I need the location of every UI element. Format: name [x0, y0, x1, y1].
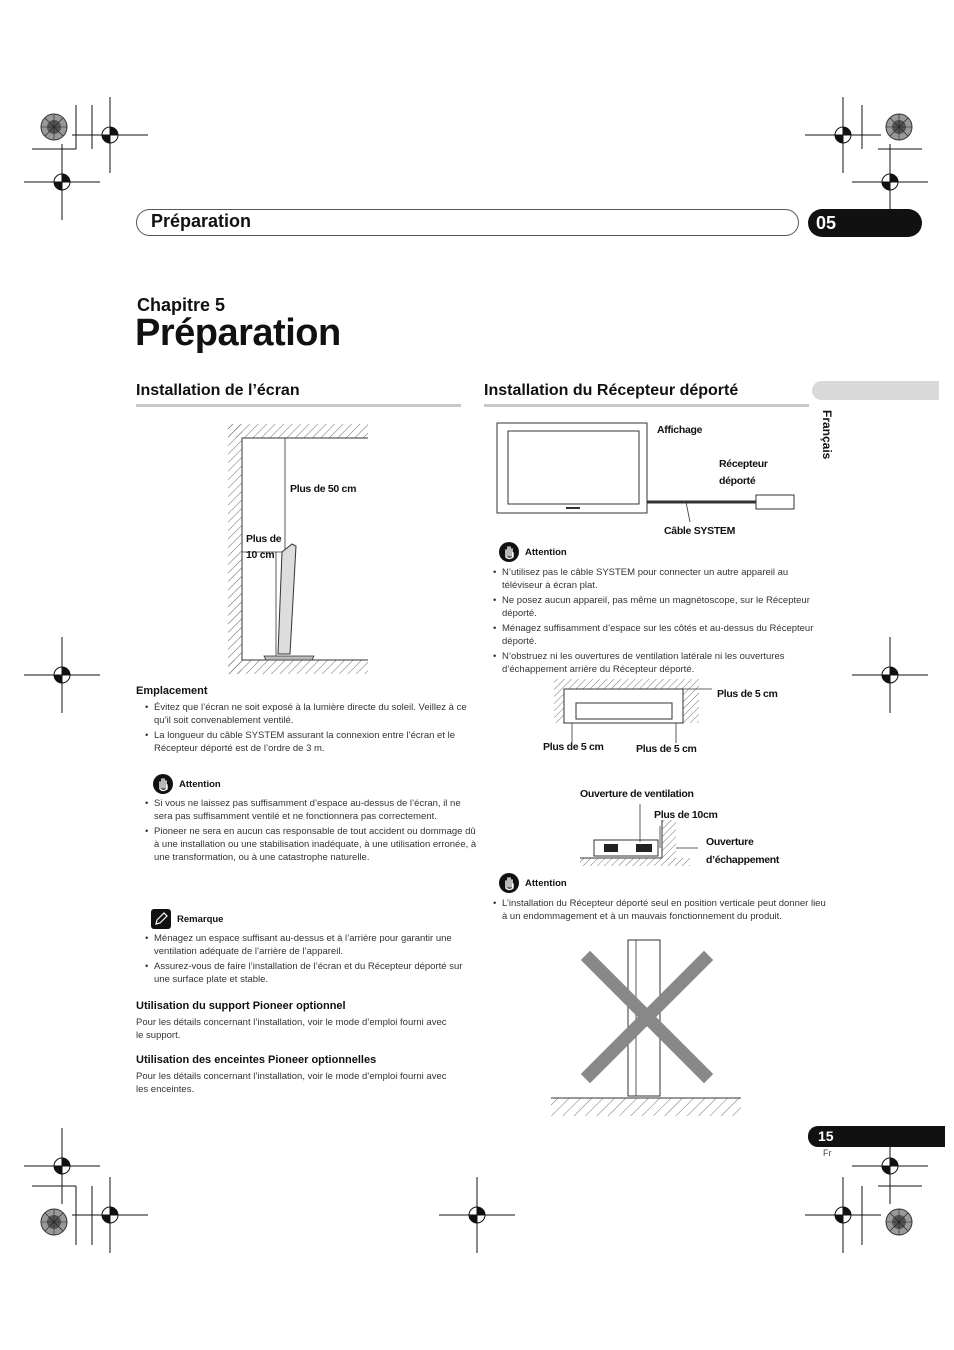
- emplacement-list: [136, 701, 474, 757]
- support-text: Pour les détails concernant l’installation, voir le mode d’emploi fourni avec le support.: [136, 1017, 447, 1041]
- warning-hand-icon: [499, 542, 519, 562]
- support-title: Utilisation du support Pioneer optionnel: [136, 1000, 346, 1012]
- attention-label: Attention: [525, 546, 567, 558]
- section-rule: [484, 404, 809, 407]
- attention-list-right-2: [484, 897, 827, 925]
- vertical-prohibited-diagram: [548, 938, 746, 1120]
- list-item: • Ménagez un espace suffisant au-dessus et à l’arrière pour garantir une ventilation adéquate de l’arrière de l’appareil.: [154, 932, 479, 958]
- receiver-clearance-diagram: [552, 677, 712, 747]
- section-title-receiver: Installation du Récepteur déporté: [484, 382, 739, 399]
- language-tab: [812, 381, 939, 400]
- page-language-code: Fr: [823, 1148, 832, 1158]
- list-item: • Pioneer ne sera en aucun cas responsable de tout accident ou dommage dû à une installation ou une stabilisation inadéquate, à une utilisation erronée, à une transformation, ou à une catastrophe naturelle.: [154, 825, 479, 864]
- list-item: • Ne posez aucun appareil, pas même un magnétoscope, sur le Récepteur déporté.: [502, 594, 827, 620]
- exhaust-label-2: d’échappement: [706, 854, 780, 866]
- top-clearance-label: Plus de 50 cm: [290, 483, 357, 495]
- remarque-label: Remarque: [177, 913, 224, 925]
- chapter-number: 05: [816, 213, 837, 233]
- list-item: • La longueur du câble SYSTEM assurant la connexion entre l’écran et le Récepteur déporté est de l’ordre de 3 m.: [154, 729, 474, 755]
- attention-list-right-1: [484, 566, 827, 678]
- list-item: • L’installation du Récepteur déporté seul en position verticale peut donner lieu à un endommagement et à un mauvais fonctionnement du produit.: [502, 897, 827, 923]
- clearance-10cm-label: Plus de 10cm: [654, 809, 718, 821]
- section-rule: [136, 404, 461, 407]
- list-item: • Ménagez suffisamment d’espace sur les côtés et au-dessus du Récepteur déporté.: [502, 622, 827, 648]
- list-item: • Si vous ne laissez pas suffisamment d’espace au-dessus de l’écran, il ne sera pas suffisamment ventilé et ne fonctionnera pas correctement.: [154, 797, 479, 823]
- attention-label: Attention: [525, 877, 567, 889]
- remarque-heading: [151, 909, 223, 929]
- page-number-badge: [808, 1126, 945, 1147]
- enceintes-text: Pour les détails concernant l’installation, voir le mode d’emploi fourni avec les enceintes.: [136, 1071, 447, 1095]
- remarque-list: [136, 932, 479, 988]
- left-5cm-label: Plus de 5 cm: [543, 741, 604, 753]
- list-item: • Évitez que l’écran ne soit exposé à la lumière directe du soleil. Veillez à ce qu’il soit convenablement ventilé.: [154, 701, 474, 727]
- enceintes-title: Utilisation des enceintes Pioneer optionnelles: [136, 1054, 377, 1066]
- side-clearance-label-2: 10 cm: [246, 549, 275, 561]
- vent-label: Ouverture de ventilation: [580, 788, 694, 800]
- attention-list-left: [136, 797, 479, 866]
- chapter-label: Chapitre 5: [137, 295, 226, 315]
- header-section-title: Préparation: [151, 211, 252, 231]
- attention-heading-right-2: [499, 873, 567, 893]
- connection-diagram: [496, 422, 801, 522]
- receiver-label-2: déporté: [719, 475, 756, 487]
- top-5cm-label: Plus de 5 cm: [717, 688, 778, 700]
- section-title-screen: Installation de l’écran: [136, 382, 300, 399]
- display-label: Affichage: [657, 424, 703, 436]
- list-item: • Assurez-vous de faire l’installation de l’écran et du Récepteur déporté sur une surface plate et stable.: [154, 960, 479, 986]
- attention-heading-right-1: [499, 542, 567, 562]
- warning-hand-icon: [153, 774, 173, 794]
- page-number: 15: [818, 1128, 834, 1144]
- list-item: • N’utilisez pas le câble SYSTEM pour connecter un autre appareil au téléviseur à écran plat.: [502, 566, 827, 592]
- warning-hand-icon: [499, 873, 519, 893]
- chapter-title: Préparation: [135, 312, 341, 354]
- emplacement-title: Emplacement: [136, 685, 208, 697]
- pencil-note-icon: [151, 909, 171, 929]
- attention-heading-left: [153, 774, 221, 794]
- chapter-number-badge: [808, 209, 922, 237]
- attention-label: Attention: [179, 778, 221, 790]
- exhaust-label-1: Ouverture: [706, 836, 754, 848]
- list-item: • N’obstruez ni les ouvertures de ventilation latérale ni les ouvertures d’échappement arrière du Récepteur déporté.: [502, 650, 827, 676]
- side-clearance-label-1: Plus de: [246, 533, 282, 545]
- right-5cm-label: Plus de 5 cm: [636, 743, 697, 755]
- receiver-label-1: Récepteur: [719, 458, 768, 470]
- language-label: Français: [820, 410, 834, 460]
- cable-label: Câble SYSTEM: [664, 525, 736, 537]
